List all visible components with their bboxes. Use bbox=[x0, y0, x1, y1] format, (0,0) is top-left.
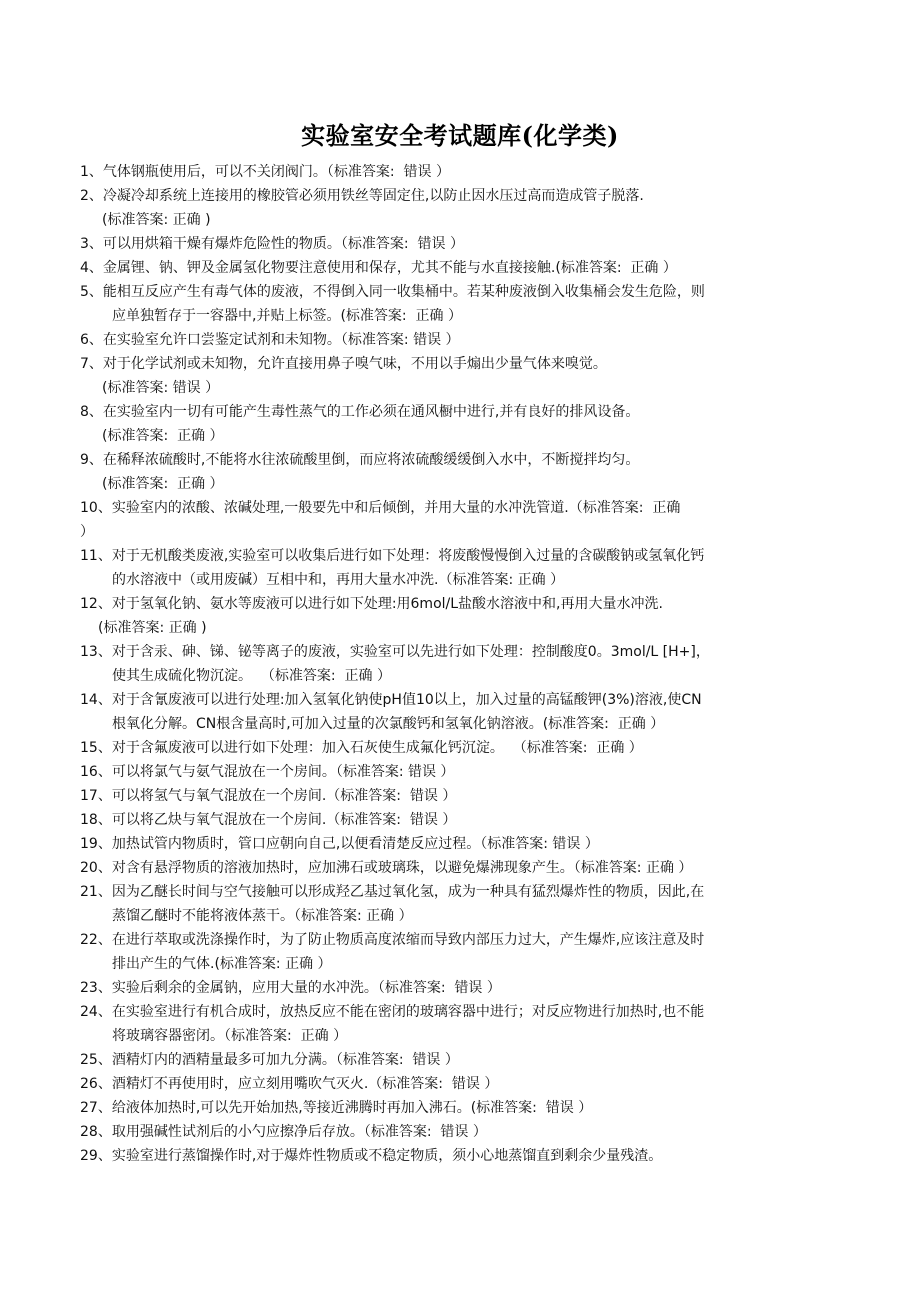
question-line: 28、取用强碱性试剂后的小勺应擦净后存放。（标准答案: 错误 ） bbox=[80, 1124, 487, 1140]
question-line: 23、实验后剩余的金属钠，应用大量的水冲洗。（标准答案: 错误 ） bbox=[80, 980, 501, 996]
question-line: 将玻璃容器密闭。（标准答案: 正确 ） bbox=[112, 1028, 348, 1044]
question-line: 12、对于氢氧化钠、氨水等废液可以进行如下处理:用6mol/L盐酸水溶液中和,再用大量水冲洗. bbox=[80, 596, 663, 612]
question-line: 4、金属锂、钠、钾及金属氢化物要注意使用和保存，尤其不能与水直接接触.(标准答案: 正确 ） bbox=[80, 260, 677, 276]
question-line: 9、在稀释浓硫酸时,不能将水往浓硫酸里倒，而应将浓硫酸缓缓倒入水中，不断搅拌均匀。 bbox=[80, 452, 640, 468]
question-line: (标准答案: 正确 ) bbox=[98, 620, 207, 636]
question-line: ） bbox=[80, 524, 94, 540]
question-line: 16、可以将氯气与氨气混放在一个房间。（标准答案: 错误 ） bbox=[80, 764, 455, 780]
question-line: 18、可以将乙炔与氧气混放在一个房间.（标准答案: 错误 ） bbox=[80, 812, 457, 828]
question-line: 15、对于含氟废液可以进行如下处理：加入石灰使生成氟化钙沉淀。 （标准答案: 正确 ） bbox=[80, 740, 643, 756]
question-line: 29、实验室进行蒸馏操作时,对于爆炸性物质或不稳定物质，须小心地蒸馏直到剩余少量残渣。 bbox=[80, 1148, 663, 1164]
question-line: 6、在实验室允许口尝鉴定试剂和未知物。（标准答案: 错误 ） bbox=[80, 332, 460, 348]
question-line: (标准答案: 正确 ） bbox=[102, 476, 224, 492]
question-line: 22、在进行萃取或洗涤操作时，为了防止物质高度浓缩而导致内部压力过大，产生爆炸,应该注意及时 bbox=[80, 932, 705, 948]
question-line: 25、酒精灯内的酒精量最多可加九分满。（标准答案: 错误 ） bbox=[80, 1052, 459, 1068]
question-line: (标准答案: 错误 ） bbox=[102, 380, 220, 396]
question-line: 7、对于化学试剂或未知物，允许直接用鼻子嗅气味，不用以手煽出少量气体来嗅觉。 bbox=[80, 356, 607, 372]
question-line: 3、可以用烘箱干燥有爆炸危险性的物质。（标准答案: 错误 ） bbox=[80, 236, 464, 252]
question-line: 27、给液体加热时,可以先开始加热,等接近沸腾时再加入沸石。(标准答案: 错误 ） bbox=[80, 1100, 593, 1116]
question-line: 11、对于无机酸类废液,实验室可以收集后进行如下处理：将废酸慢慢倒入过量的含碳酸钠或氢氧化钙 bbox=[80, 548, 705, 564]
question-line: 24、在实验室进行有机合成时，放热反应不能在密闭的玻璃容器中进行；对反应物进行加热时,也不能 bbox=[80, 1004, 705, 1020]
question-line: 1、气体钢瓶使用后，可以不关闭阀门。（标准答案: 错误 ） bbox=[80, 164, 450, 180]
question-line: 19、加热试管内物质时，管口应朝向自己,以便看清楚反应过程。（标准答案: 错误 ） bbox=[80, 836, 599, 852]
question-line: 根氧化分解。CN根含量高时,可加入过量的次氯酸钙和氢氧化钠溶液。(标准答案: 正确 ） bbox=[112, 716, 665, 732]
question-line: 应单独暂存于一容器中,并贴上标签。(标准答案: 正确 ） bbox=[112, 308, 462, 324]
question-line: 20、对含有悬浮物质的溶液加热时，应加沸石或玻璃珠，以避免爆沸现象产生。（标准答案: 正确 ） bbox=[80, 860, 693, 876]
question-line: 2、冷凝冷却系统上连接用的橡胶管必须用铁丝等固定住,以防止因水压过高而造成管子脱落. bbox=[80, 188, 644, 204]
question-line: 5、能相互反应产生有毒气体的废液，不得倒入同一收集桶中。若某种废液倒入收集桶会发生危险，则 bbox=[80, 284, 705, 300]
question-line: 17、可以将氢气与氧气混放在一个房间.（标准答案: 错误 ） bbox=[80, 788, 457, 804]
question-line: 排出产生的气体.(标准答案: 正确 ） bbox=[112, 956, 332, 972]
question-line: 26、酒精灯不再使用时，应立刻用嘴吹气灭火.（标准答案: 错误 ） bbox=[80, 1076, 499, 1092]
question-line: 蒸馏乙醚时不能将液体蒸干。（标准答案: 正确 ） bbox=[112, 908, 413, 924]
question-line: 8、在实验室内一切有可能产生毒性蒸气的工作必须在通风橱中进行,并有良好的排风设备。 bbox=[80, 404, 640, 420]
question-line: 的水溶液中（或用废碱）互相中和，再用大量水冲洗.（标准答案: 正确 ） bbox=[112, 572, 565, 588]
question-line: 13、对于含汞、砷、锑、铋等离子的废液，实验室可以先进行如下处理：控制酸度0。3mol/L [H+]， bbox=[80, 644, 710, 660]
question-line: (标准答案: 正确 ） bbox=[102, 428, 224, 444]
question-line: (标准答案: 正确 ) bbox=[102, 212, 211, 228]
question-line: 使其生成硫化物沉淀。 （标准答案: 正确 ） bbox=[112, 668, 391, 684]
question-line: 10、实验室内的浓酸、浓碱处理,一般要先中和后倾倒，并用大量的水冲洗管道.（标准答案: 正确 bbox=[80, 500, 681, 516]
document-title: 实验室安全考试题库(化学类) bbox=[301, 121, 619, 150]
question-line: 21、因为乙醚长时间与空气接触可以形成羟乙基过氧化氢，成为一种具有猛烈爆炸性的物质，因此,在 bbox=[80, 884, 705, 900]
question-line: 14、对于含氰废液可以进行处理:加入氢氧化钠使pH值10以上，加入过量的高锰酸钾(3%)溶液,使CN bbox=[80, 692, 702, 708]
